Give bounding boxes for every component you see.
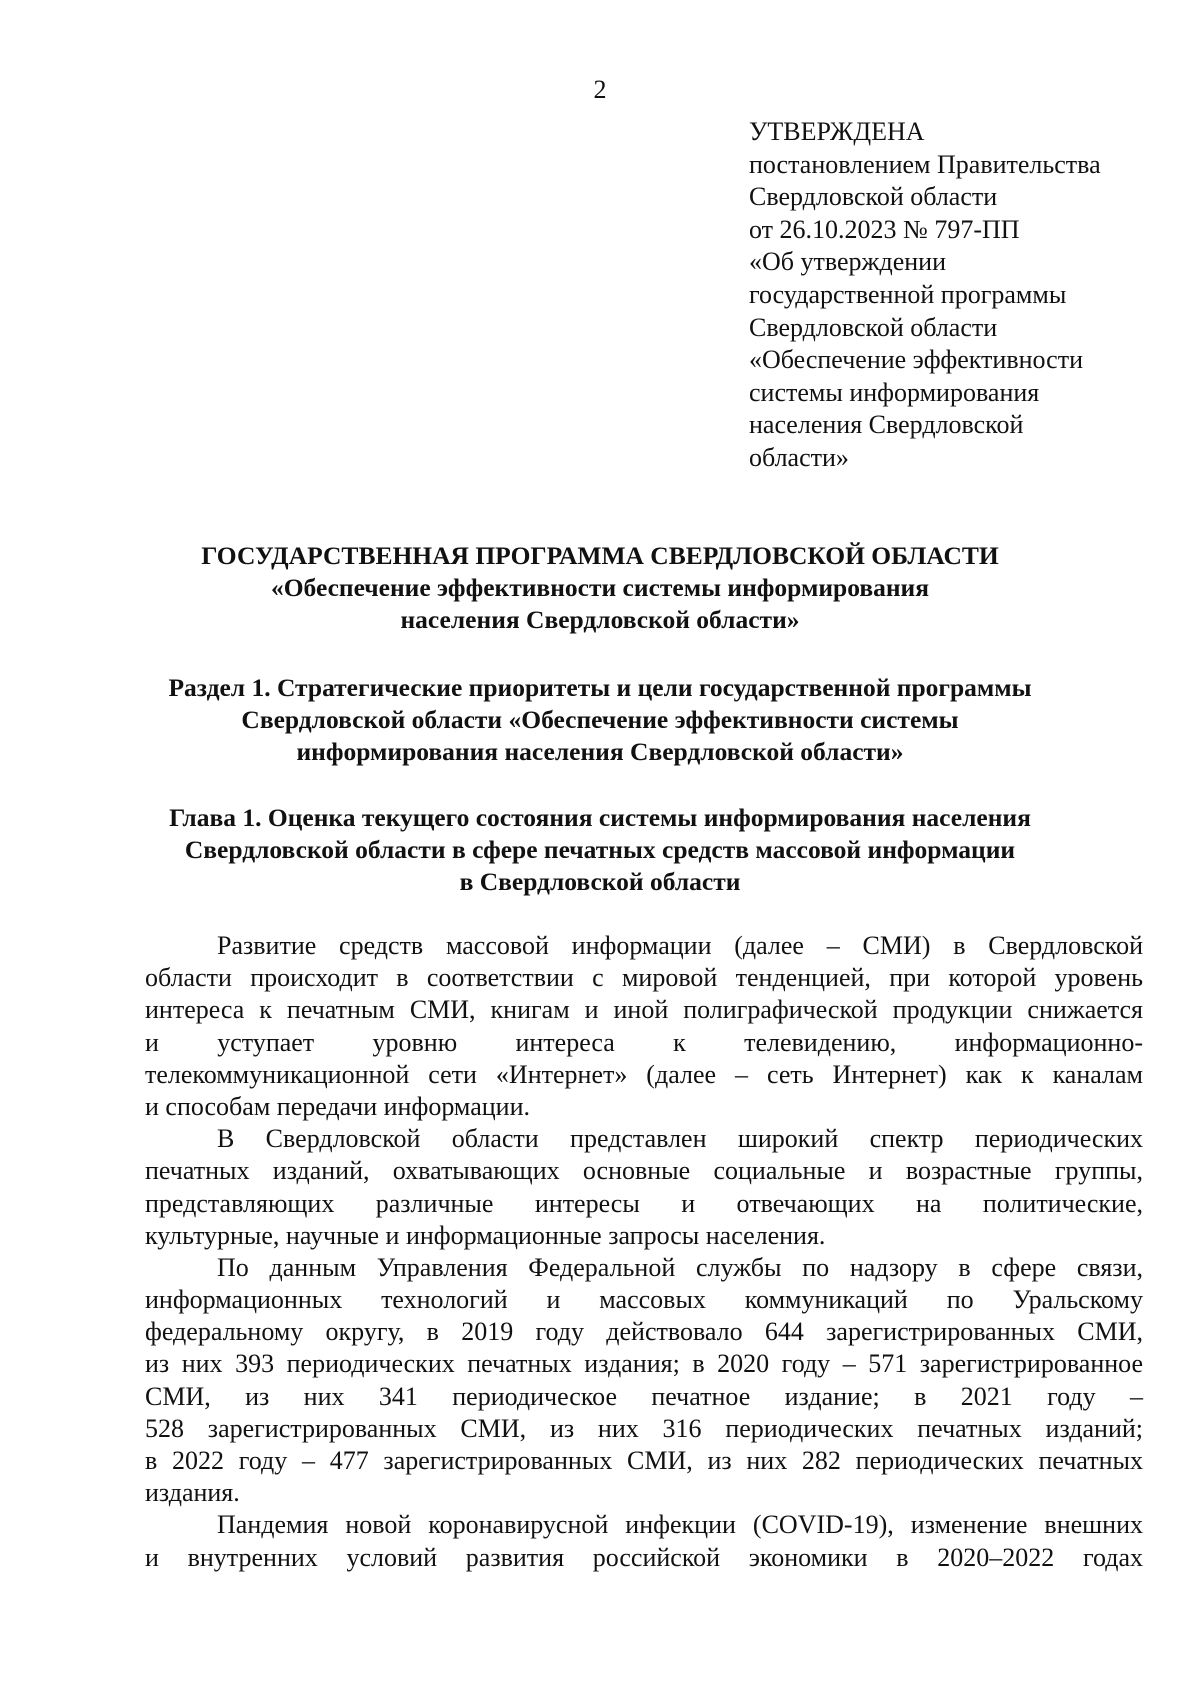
paragraph-line: телекоммуникационной сети «Интернет» (далее – сеть Интернет) как к каналам [145,1059,1143,1089]
chapter-heading-line: Глава 1. Оценка текущего состояния системы информирования населения [169,803,1031,832]
chapter-heading-line: в Свердловской области [459,867,741,896]
program-title-line: населения Свердловской области» [400,605,800,634]
section-heading [100,672,1100,768]
paragraph-line: и уступает уровню интереса к телевидению, информационно- [145,1027,1143,1057]
paragraph-line: 528 зарегистрированных СМИ, из них 316 периодических печатных изданий; [145,1413,1143,1443]
approval-line: государственной программы [749,279,1067,309]
program-title-line: ГОСУДАРСТВЕННАЯ ПРОГРАММА СВЕРДЛОВСКОЙ ОБЛАСТИ [201,541,999,570]
paragraph-line: По данным Управления Федеральной службы по надзору в сфере связи, [217,1252,1143,1282]
chapter-heading-line: Свердловской области в сфере печатных средств массовой информации [184,835,1016,864]
section-heading-line: Свердловской области «Обеспечение эффективности системы [241,705,959,734]
paragraph-line: культурные, научные и информационные запросы населения. [145,1220,826,1250]
paragraph-line: области происходит в соответствии с мировой тенденцией, при которой уровень [145,963,1143,993]
paragraph-line: печатных изданий, охватывающих основные социальные и возрастные группы, [145,1156,1143,1186]
section-heading-line: Раздел 1. Стратегические приоритеты и цели государственной программы [168,673,1032,702]
paragraph-line: В Свердловской области представлен широкий спектр периодических [217,1124,1143,1154]
paragraph-line: из них 393 периодических печатных издания; в 2020 году – 571 зарегистрированное [145,1349,1143,1379]
approval-line: населения Свердловской [749,410,1024,440]
paragraph-line: в 2022 году – 477 зарегистрированных СМИ, из них 282 периодических печатных [145,1446,1143,1475]
program-title [100,540,1100,636]
approval-line: от 26.10.2023 № 797-ПП [749,214,1020,244]
paragraph-line: представляющих различные интересы и отвечающих на политические, [145,1188,1143,1218]
approval-line: области» [749,442,849,472]
approval-line: Свердловской области [749,182,998,212]
body-text [145,930,1143,1574]
paragraph-line: издания. [145,1478,240,1508]
approval-line: Свердловской области [749,312,998,342]
approval-line: УТВЕРЖДЕНА [749,117,925,146]
paragraph-line: и внутренних условий развития российской экономики в 2020–2022 годах [145,1542,1143,1572]
paragraph-line: интереса к печатным СМИ, книгам и иной полиграфической продукции снижается [145,995,1143,1025]
approval-line: постановлением Правительства [749,149,1101,179]
paragraph-line: федеральному округу, в 2019 году действовало 644 зарегистрированных СМИ, [145,1317,1143,1347]
approval-stamp-block [749,116,1169,475]
paragraph-line: Развитие средств массовой информации (далее – СМИ) в Свердловской [217,931,1143,960]
paragraph [145,1252,1143,1510]
paragraph-line: и способам передачи информации. [145,1091,530,1121]
paragraph-line: СМИ, из них 341 периодическое печатное издание; в 2021 году – [145,1381,1143,1411]
approval-line: системы информирования [749,377,1040,407]
chapter-heading [100,802,1100,898]
approval-line: «Об утверждении [749,247,947,277]
paragraph-line: Пандемия новой коронавирусной инфекции (COVID-19), изменение внешних [217,1510,1143,1540]
paragraph [145,1509,1143,1573]
paragraph [145,930,1143,1123]
paragraph-line: информационных технологий и массовых коммуникаций по Уральскому [145,1285,1143,1315]
paragraph [145,1123,1143,1252]
page-number: 2 [593,75,607,104]
approval-line: «Обеспечение эффективности [749,345,1083,375]
program-title-line: «Обеспечение эффективности системы информирования [270,573,930,602]
section-heading-line: информирования населения Свердловской области» [296,737,904,766]
